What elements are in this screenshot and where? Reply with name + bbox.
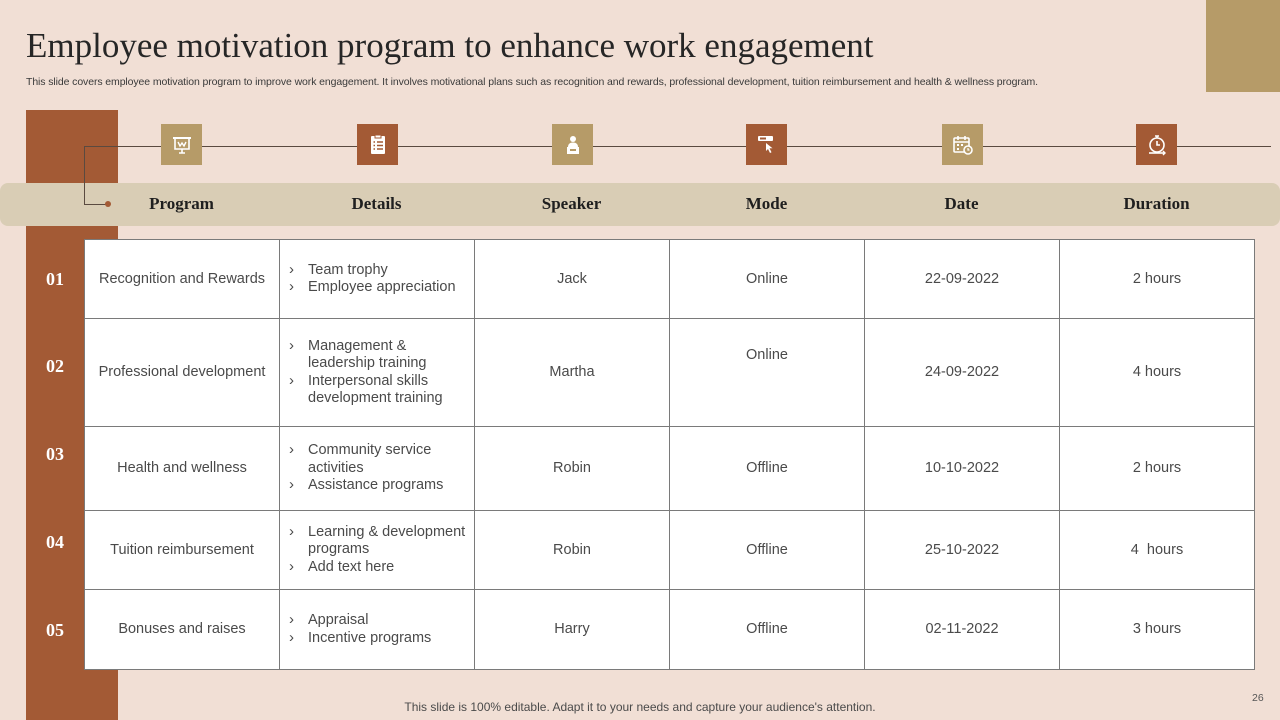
detail-item: › Appraisal (288, 612, 466, 630)
mode-cell: Offline (670, 590, 865, 670)
mode-cell: Online (670, 240, 865, 319)
mode-cell: Offline (670, 427, 865, 511)
speaker-cell: Martha (475, 319, 670, 427)
column-header-speaker: Speaker (541, 194, 602, 213)
table-row (85, 590, 1255, 670)
slide-subtitle: This slide covers employee motivation program to improve work engagement. It involves motivational plans such as recognition and rewards, professional development, tuition reimbursement and health & wellness program. (26, 76, 1039, 88)
details-cell (280, 590, 475, 670)
row-number: 01 (46, 269, 64, 289)
corner-accent (1206, 0, 1280, 92)
column-header-mode: Mode (745, 194, 788, 213)
duration-cell: 2 hours (1060, 427, 1255, 511)
program-cell: Health and wellness (85, 427, 280, 511)
program-table (84, 239, 1255, 670)
date-cell: 02-11-2022 (865, 590, 1060, 670)
footer-text: This slide is 100% editable. Adapt it to your needs and capture your audience's attention. (404, 700, 876, 714)
detail-item: › Incentive programs (288, 630, 466, 648)
column-header-date: Date (944, 194, 979, 213)
speaker-cell: Robin (475, 511, 670, 590)
row-number: 03 (46, 444, 64, 464)
program-cell: Recognition and Rewards (85, 240, 280, 319)
detail-item: › Team trophy (288, 262, 466, 280)
column-header-program: Program (149, 194, 214, 213)
detail-item: › Add text here (288, 559, 466, 577)
mode-cell: Online (670, 319, 865, 427)
duration-cell: 3 hours (1060, 590, 1255, 670)
stopwatch-icon (1136, 124, 1177, 165)
speaker-icon (552, 124, 593, 165)
table-row (85, 240, 1255, 319)
date-cell: 10-10-2022 (865, 427, 1060, 511)
timeline-line (84, 146, 1271, 147)
duration-cell: 2 hours (1060, 240, 1255, 319)
calendar-icon (942, 124, 983, 165)
program-cell: Bonuses and raises (85, 590, 280, 670)
checklist-icon (357, 124, 398, 165)
program-cell: Professional development (85, 319, 280, 427)
presentation-icon (161, 124, 202, 165)
detail-item: › Management & leadership training (288, 338, 466, 373)
program-cell: Tuition reimbursement (85, 511, 280, 590)
details-cell (280, 319, 475, 427)
duration-cell: 4 hours (1060, 511, 1255, 590)
column-header-details: Details (351, 194, 402, 213)
page-number: 26 (1252, 692, 1264, 704)
detail-item: › Interpersonal skills development training (288, 373, 466, 408)
details-cell (280, 427, 475, 511)
table-row (85, 511, 1255, 590)
row-number: 02 (46, 356, 64, 376)
speaker-cell: Jack (475, 240, 670, 319)
detail-item: › Learning & development programs (288, 524, 466, 559)
date-cell: 25-10-2022 (865, 511, 1060, 590)
detail-item: › Community service activities (288, 442, 466, 477)
details-cell (280, 240, 475, 319)
detail-item: › Assistance programs (288, 477, 466, 495)
table-row (85, 427, 1255, 511)
row-number: 04 (46, 532, 64, 552)
footer-note (0, 700, 1280, 714)
column-header-duration: Duration (1123, 194, 1190, 213)
date-cell: 24-09-2022 (865, 319, 1060, 427)
mode-cell: Offline (670, 511, 865, 590)
slide-title: Employee motivation program to enhance work engagement (26, 26, 874, 65)
online-mode-icon (746, 124, 787, 165)
detail-item: › Employee appreciation (288, 279, 466, 297)
speaker-cell: Harry (475, 590, 670, 670)
row-number: 05 (46, 620, 64, 640)
table-row (85, 319, 1255, 427)
duration-cell: 4 hours (1060, 319, 1255, 427)
speaker-cell: Robin (475, 427, 670, 511)
date-cell: 22-09-2022 (865, 240, 1060, 319)
details-cell (280, 511, 475, 590)
